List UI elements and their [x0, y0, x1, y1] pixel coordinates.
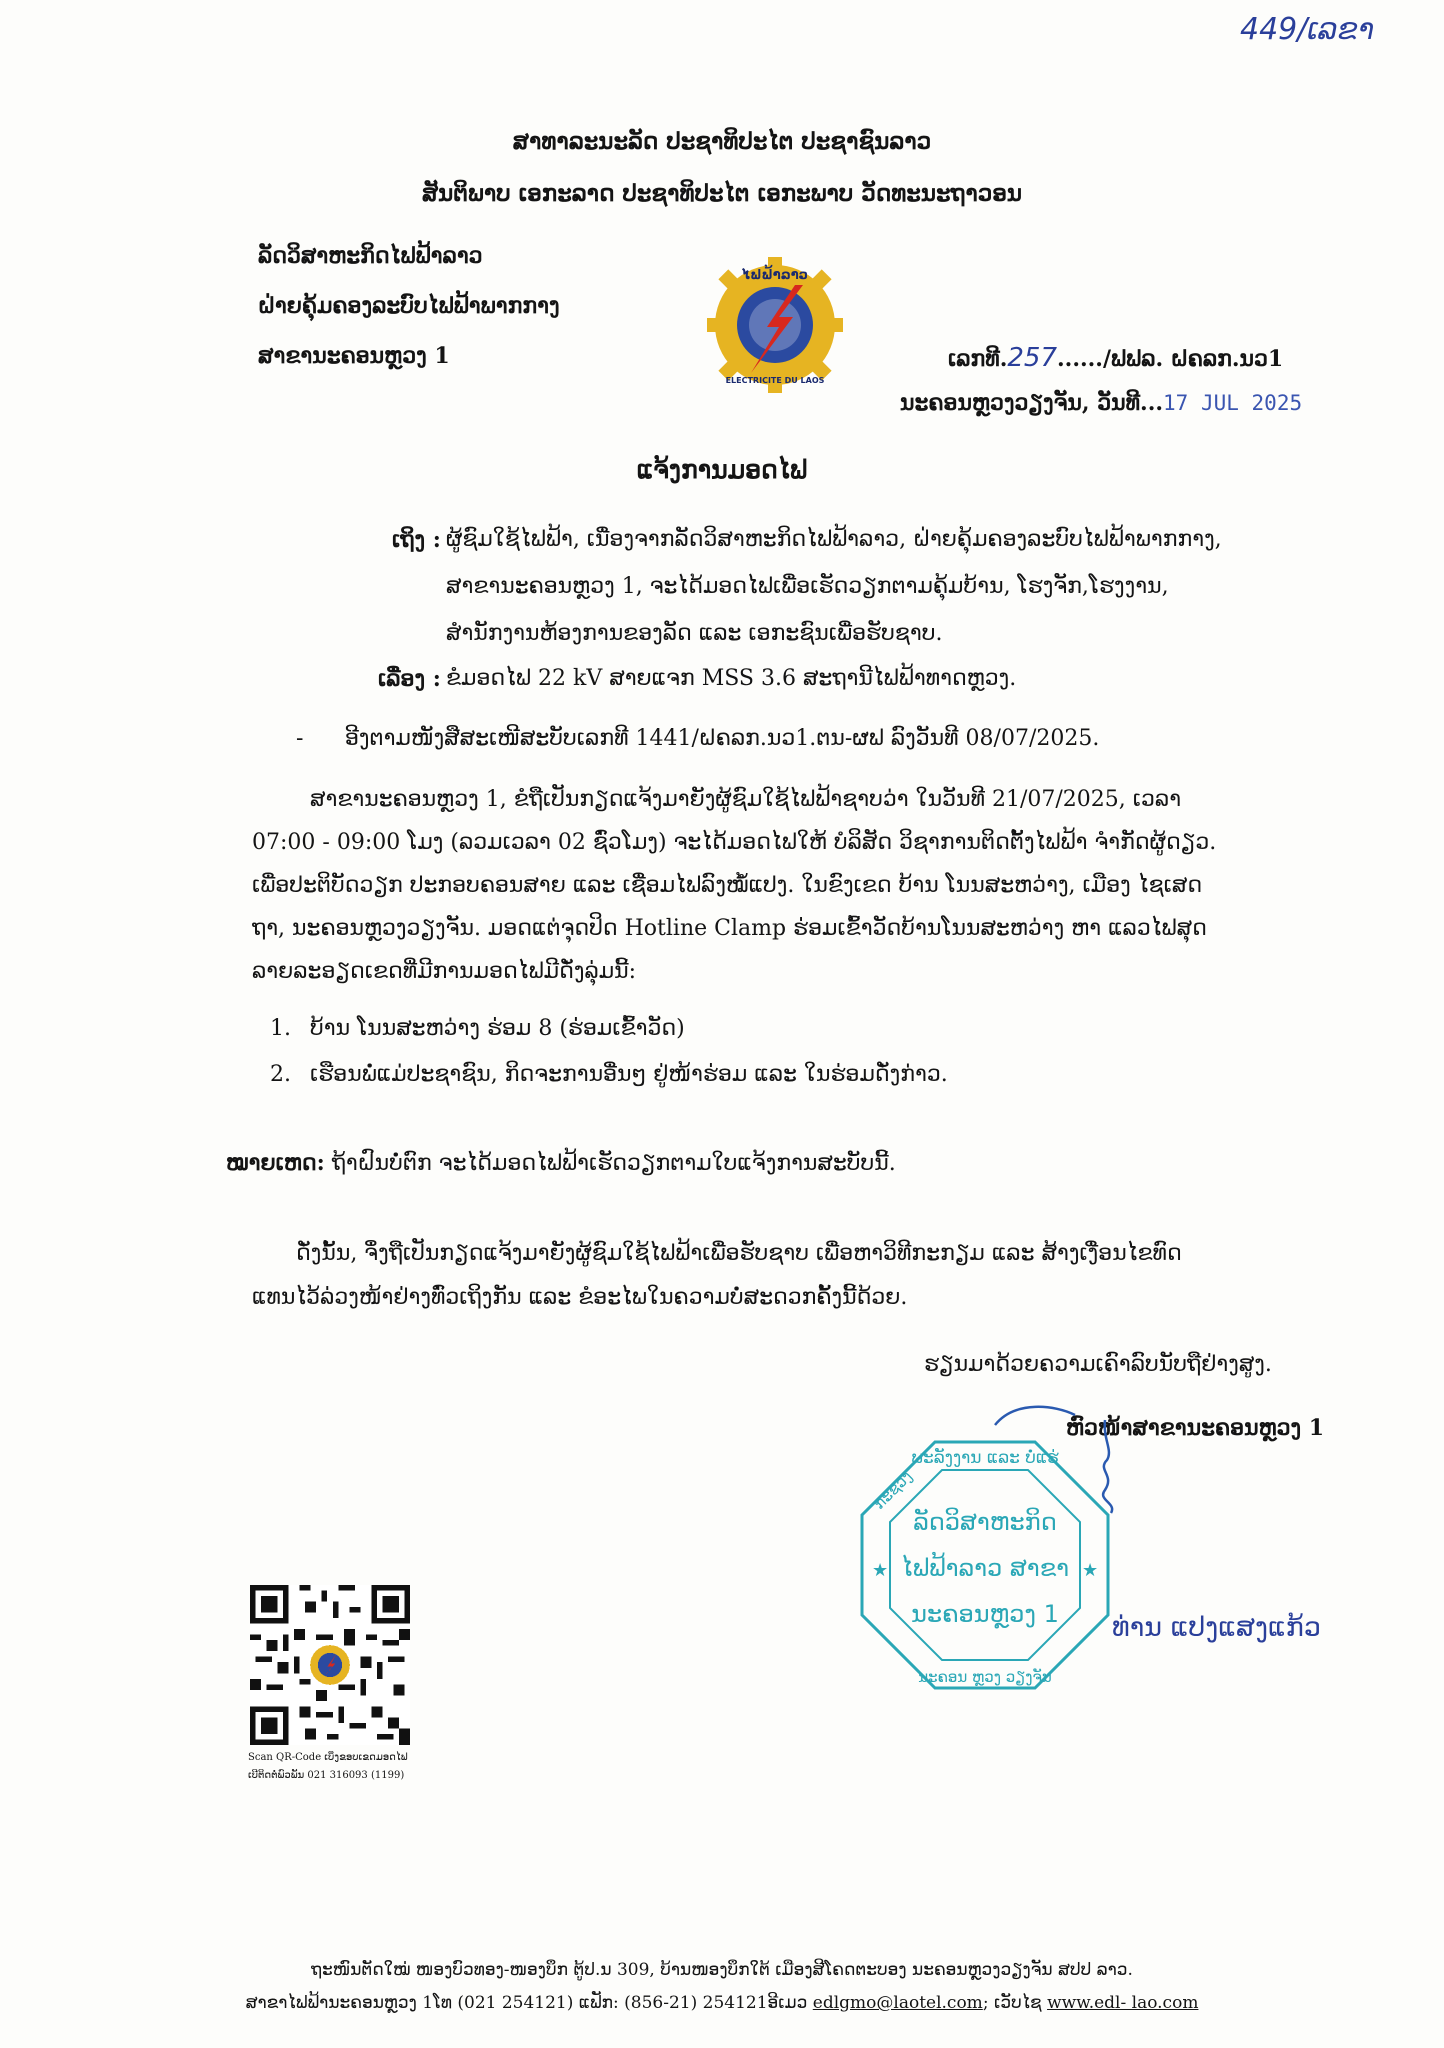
ref-date-label: ນະຄອນຫຼວງວຽງຈັນ, ວັນທີ: [900, 390, 1141, 416]
signature-title: ຫົວໜ້າສາຂານະຄອນຫຼວງ 1: [1066, 1415, 1325, 1441]
logo-bottom-text: ELECTRICITE DU LAOS: [725, 376, 825, 385]
re-text: ຂໍມອດໄຟ 22 kV ສາຍແຈກ MSS 3.6 ສະຖານີໄຟຟ້າທາດຫຼວງ.: [446, 666, 1017, 691]
list-item-num: 1.: [270, 1016, 291, 1041]
ref-date-line: ນະຄອນຫຼວງວຽງຈັນ, ວັນທີ...17 JUL 2025: [900, 390, 1303, 416]
logo-top-text: ໄຟຟ້າລາວ: [742, 268, 808, 283]
ref-number-suffix: /ຟຟລ. ຝຄລກ.ນວ1: [1102, 346, 1284, 372]
paragraph-line3: ເພື່ອປະຕິບັດວຽກ ປະກອບຄອນສາຍ ແລະ ເຊື່ອມໄຟລົງໝໍ້ແປງ. ໃນຂົງເຂດ ບ້ານ ໂນນສະຫວ່າງ, ເມືອງ ໄຊເສດ: [252, 873, 1203, 898]
footer-contact: [0, 1993, 1444, 2013]
stamp-line1: ລັດວິສາຫະກິດ: [913, 1508, 1057, 1536]
ref-date-stamp: 17 JUL 2025: [1163, 391, 1303, 415]
to-label: ເຖິງ :: [392, 527, 441, 553]
reference-line: ອີງຕາມໜັງສືສະເໜີສະບັບເລກທີ 1441/ຝຄລກ.ນວ1.ຕນ-ຜຟ ລົງວັນທີ 08/07/2025.: [345, 726, 1100, 751]
qr-code[interactable]: [250, 1585, 410, 1745]
to-line2: ສາຂານະຄອນຫຼວງ 1, ຈະໄດ້ມອດໄຟເພື່ອເຮັດວຽກຕາມຄຸ້ມບ້ານ, ໂຮງຈັກ,ໂຮງງານ,: [446, 574, 1169, 599]
footer-address: ຖະໜົນຕັດໃໝ່ ໜອງບົວທອງ-ໜອງບຶກ ຕູ້ປ.ນ 309, ບ້ານໜອງບຶກໃຕ້ ເມືອງສີໂຄດຕະບອງ ນະຄອນຫຼວງວຽງຈັນ ສປປ ລາວ.: [311, 1960, 1133, 1980]
edl-logo: [705, 255, 845, 395]
note-label: ໝາຍເຫດ:: [226, 1150, 325, 1176]
to-line1: ຜູ້ຊົມໃຊ້ໄຟຟ້າ, ເນື່ອງຈາກລັດວິສາຫະກິດໄຟຟ້າລາວ, ຝ່າຍຄຸ້ມຄອງລະບົບໄຟຟ້າພາກກາງ,: [446, 527, 1222, 552]
paragraph-line5: ລາຍລະອຽດເຂດທີ່ມີການມອດໄຟມີດັ່ງລຸ່ມນີ້:: [252, 959, 637, 984]
star-icon: ★: [1082, 1560, 1099, 1581]
footer-contact-sep: ; ເວັບໄຊ: [982, 1993, 1048, 2013]
qr-caption1: Scan QR-Code ເບິ່ງຂອບເຂດມອດໄຟ: [248, 1752, 408, 1763]
ref-number-line: ເລກທີ.257....../ຟຟລ. ຝຄລກ.ນວ1: [948, 343, 1284, 373]
stamp-ring-bottom: ນະຄອນ ຫຼວງ ວຽງຈັນ: [918, 1668, 1052, 1686]
signer-name: ທ່ານ ແປງແສງແກ້ວ: [1112, 1612, 1321, 1643]
paragraph-line2: 07:00 - 09:00 ໂມງ (ລວມເວລາ 02 ຊົ່ວໂມງ) ຈະໄດ້ມອດໄຟໃຫ້ ບໍລິສັດ ວິຊາການຕິດຕັ້ງໄຟຟ້າ ຈຳກັດຜູ້ດຽວ.: [252, 830, 1217, 855]
paragraph-line4: ຖາ, ນະຄອນຫຼວງວຽງຈັນ. ມອດແຕ່ຈຸດປິດ Hotline Clamp ຮ່ອມເຂົ້າວັດບ້ານໂນນສະຫວ່າງ ຫາ ແລວໄຟສຸດ: [252, 916, 1207, 941]
to-line3: ສຳນັກງານຫ້ອງການຂອງລັດ ແລະ ເອກະຊົນເພື່ອຮັບຊາບ.: [446, 621, 943, 646]
footer-contact-text: ສາຂາໄຟຟ້ານະຄອນຫຼວງ 1ໂທ (021 254121) ແຟັກ: (856-21) 254121ອີເມວ: [245, 1993, 813, 2013]
qr-caption2: ເບີຕິດຕໍ່ພົວພັນ 021 316093 (1199): [248, 1770, 405, 1781]
document-title: ແຈ້ງການມອດໄຟ: [636, 455, 808, 484]
footer-website-link[interactable]: www.edl- lao.com: [1047, 1993, 1199, 2013]
org-line3: ສາຂານະຄອນຫຼວງ 1: [258, 343, 450, 369]
closing-line1: ດັ່ງນັ້ນ, ຈຶ່ງຖືເປັນກຽດແຈ້ງມາຍັງຜູ້ຊົມໃຊ້ໄຟຟ້າເພື່ອຮັບຊາບ ເພື່ອຫາວິທີກະກຽມ ແລະ ສ້າງເງື່ອນໄຂທົດ: [296, 1241, 1182, 1266]
list-item: ບ້ານ ໂນນສະຫວ່າງ ຮ່ອມ 8 (ຮ່ອມເຂົ້າວັດ): [310, 1016, 685, 1041]
list-item-num: 2.: [270, 1062, 291, 1087]
footer-email-link[interactable]: edlgmo@laotel.com: [812, 1993, 983, 2013]
ref-number-handwritten: 257: [1007, 343, 1058, 373]
ref-number-label: ເລກທີ: [948, 346, 1000, 372]
org-line2: ຝ່າຍຄຸ້ມຄອງລະບົບໄຟຟ້າພາກກາງ: [258, 293, 560, 319]
paragraph-line1: ສາຂານະຄອນຫຼວງ 1, ຂໍຖືເປັນກຽດແຈ້ງມາຍັງຜູ້ຊົມໃຊ້ໄຟຟ້າຊາບວ່າ ໃນວັນທີ 21/07/2025, ເວລາ: [310, 787, 1182, 812]
corner-handwritten-note: 449/ເລຂາ: [1240, 12, 1375, 47]
re-label: ເລື່ອງ :: [378, 666, 441, 692]
official-stamp: [850, 1430, 1120, 1700]
regards-line: ຮຽນມາດ້ວຍຄວາມເຄົາລົບນັບຖືຢ່າງສູງ.: [924, 1352, 1272, 1377]
note-text: ຖ້າຝົນບໍ່ຕົກ ຈະໄດ້ມອດໄຟຟ້າເຮັດວຽກຕາມໃບແຈ້ງການສະບັບນີ້.: [331, 1151, 896, 1176]
list-item: ເຮືອນພໍ່ແມ່ປະຊາຊົນ, ກິດຈະການອື່ນໆ ຢູ່ໜ້າຮ່ອມ ແລະ ໃນຮ່ອມດັ່ງກ່າວ.: [310, 1062, 948, 1087]
note: [226, 1150, 896, 1176]
national-header-line1: ສາທາລະນະລັດ ປະຊາທິປະໄຕ ປະຊາຊົນລາວ: [512, 128, 932, 155]
stamp-line2: ໄຟຟ້າລາວ ສາຂາ: [900, 1554, 1070, 1582]
org-line1: ລັດວິສາຫະກິດໄຟຟ້າລາວ: [258, 243, 483, 269]
star-icon: ★: [872, 1560, 889, 1581]
stamp-line3: ນະຄອນຫຼວງ 1: [911, 1600, 1059, 1628]
stamp-ring-left: ກະຊວງ: [870, 1467, 916, 1513]
national-header-line2: ສັນຕິພາບ ເອກະລາດ ປະຊາທິປະໄຕ ເອກະພາບ ວັດທະນະຖາວອນ: [421, 180, 1023, 207]
stamp-ring-top: ພະລັງງານ ແລະ ບໍ່ແຮ່: [911, 1448, 1059, 1468]
closing-line2: ແທນໄວ້ລ່ວງໜ້າຢ່າງທົ່ວເຖິງກັນ ແລະ ຂໍອະໄພໃນຄວາມບໍ່ສະດວກຄັ້ງນີ້ດ້ວຍ.: [252, 1285, 908, 1310]
